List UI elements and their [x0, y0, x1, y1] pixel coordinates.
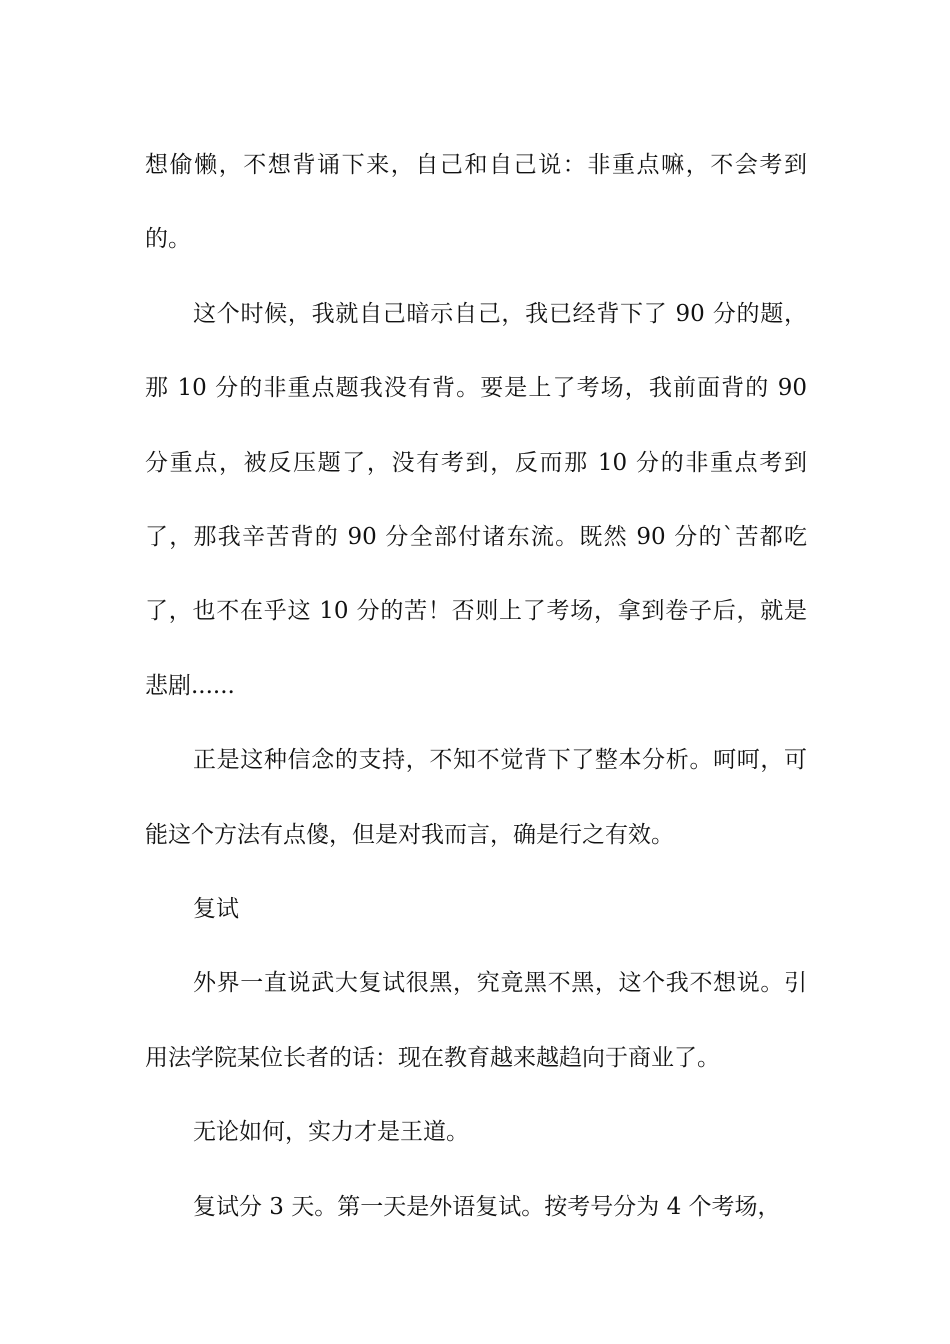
paragraph-belief: 正是这种信念的支持，不知不觉背下了整本分析。呵呵，可能这个方法有点傻，但是对我而言，确是行之有效。	[145, 747, 807, 848]
paragraph-retest-rumor: 外界一直说武大复试很黑，究竟黑不黑，这个我不想说。引用法学院某位长者的话：现在教育越来越趋向于商业了。	[145, 970, 807, 1071]
document-body	[145, 128, 807, 1244]
paragraph-self-suggestion: 这个时候，我就自己暗示自己，我已经背下了 90 分的题，那 10 分的非重点题我没有背。要是上了考场，我前面背的 90 分重点，被反压题了，没有考到，反而那 10 分的非重点考到了，那我辛苦背的 90 分全部付诸东流。既然 90 分的`苦都吃了，也不在乎这 10 分的苦！否则上了考场，拿到卷子后，就是悲剧......	[145, 300, 807, 699]
section-heading-retest: 复试	[193, 896, 239, 923]
paragraph-continuation: 想偷懒，不想背诵下来，自己和自己说：非重点嘛，不会考到的。	[145, 152, 807, 253]
paragraph-strength: 无论如何，实力才是王道。	[193, 1119, 469, 1146]
paragraph-retest-schedule: 复试分 3 天。第一天是外语复试。按考号分为 4 个考场，	[193, 1193, 781, 1220]
